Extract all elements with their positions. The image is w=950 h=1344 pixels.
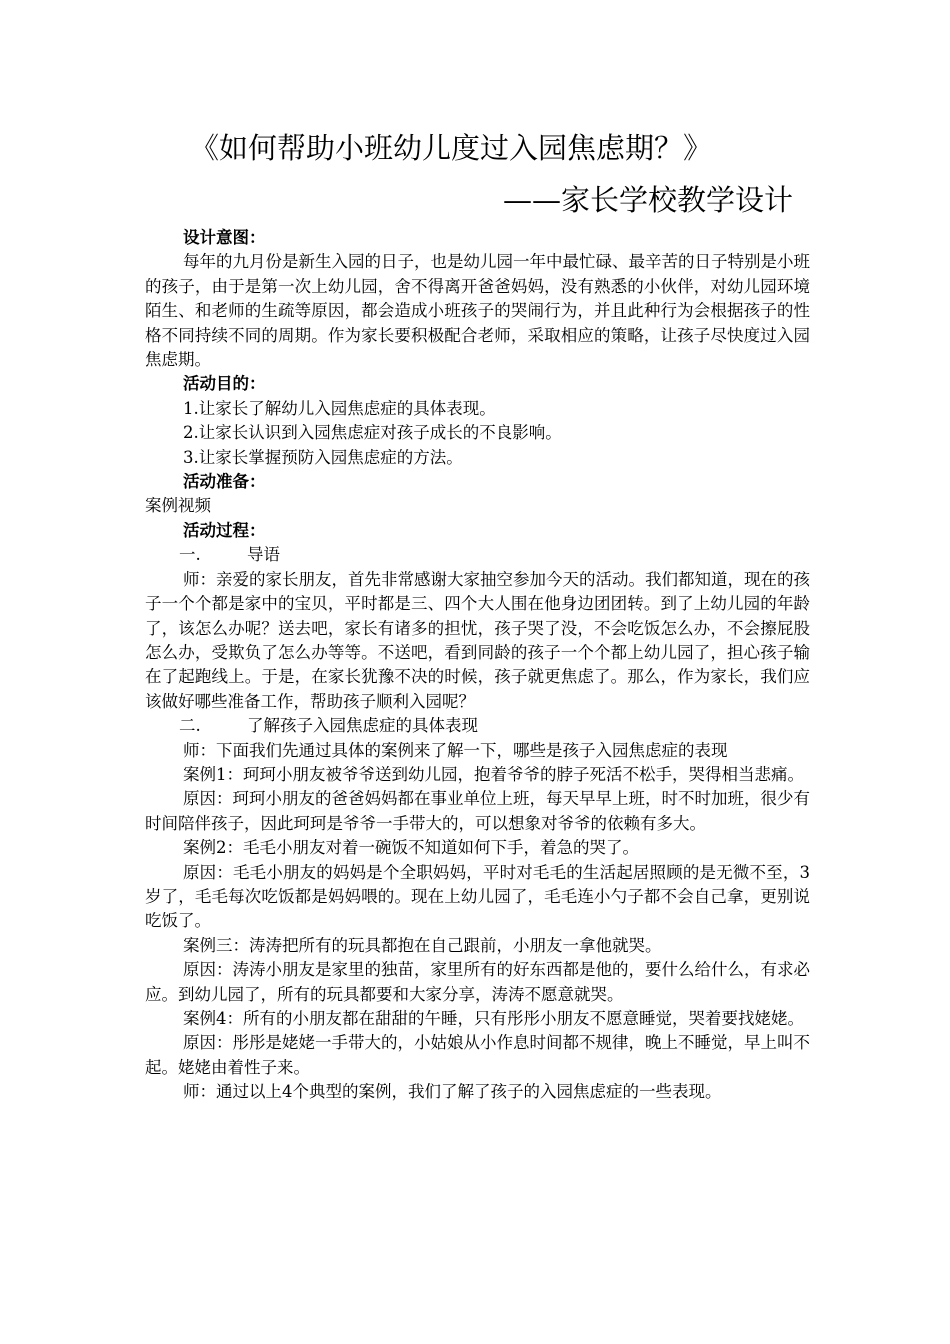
section-title: 导语: [247, 545, 280, 565]
goal-item: 1.让家长了解幼儿入园焦虑症的具体表现。: [183, 398, 496, 418]
case-paragraph: 原因：毛毛小朋友的妈妈是个全职妈妈，平时对毛毛的生活起居照顾的是无微不至，3岁了，毛毛每次吃饭都是妈妈喂的。现在上幼儿园了，毛毛连小勺子都不会自己拿，更别说吃饭了。: [145, 862, 810, 931]
document-body: [145, 226, 810, 1105]
document-subtitle: ——家长学校教学设计: [503, 183, 794, 217]
section-number: 一.: [179, 545, 201, 565]
process-heading: 活动过程：: [183, 520, 266, 540]
section-title: 了解孩子入园焦虑症的具体表现: [247, 716, 478, 736]
case-paragraph: 原因：涛涛小朋友是家里的独苗，家里所有的好东西都是他的，要什么给什么，有求必应。到幼儿园了，所有的玩具都要和大家分享，涛涛不愿意就哭。: [145, 960, 810, 1004]
goals-heading: 活动目的：: [183, 374, 266, 394]
prep-text: 案例视频: [145, 496, 211, 516]
design-intent-heading: 设计意图：: [183, 228, 266, 247]
section-heading: [145, 543, 810, 567]
case-paragraph: 原因：彤彤是姥姥一手带大的，小姑娘从小作息时间都不规律，晚上不睡觉，早上叫不起。姥姥由着性子来。: [145, 1033, 810, 1077]
case-paragraph: 师：下面我们先通过具体的案例来了解一下，哪些是孩子入园焦虑症的表现: [183, 740, 728, 760]
case-paragraph: 案例4：所有的小朋友都在甜甜的午睡，只有彤彤小朋友不愿意睡觉，哭着要找姥姥。: [183, 1009, 804, 1028]
case-paragraph: 原因：珂珂小朋友的爸爸妈妈都在事业单位上班，每天早早上班，时不时加班，很少有时间陪伴孩子，因此珂珂是爷爷一手带大的，可以想象对爷爷的依赖有多大。: [145, 789, 810, 833]
prep-heading: 活动准备：: [183, 472, 266, 492]
case-paragraph: 案例1：珂珂小朋友被爷爷送到幼儿园，抱着爷爷的脖子死活不松手，哭得相当悲痛。: [183, 764, 804, 784]
case-paragraph: 师：通过以上4个典型的案例，我们了解了孩子的入园焦虑症的一些表现。: [183, 1082, 722, 1102]
case-paragraph: 案例三：涛涛把所有的玩具都抱在自己跟前，小朋友一拿他就哭。: [183, 935, 662, 955]
intro-paragraph: 师：亲爱的家长朋友，首先非常感谢大家抽空参加今天的活动。我们都知道，现在的孩子一个个都是家中的宝贝，平时都是三、四个大人围在他身边团团转。到了上幼儿园的年龄了，该怎么办呢？送去吧，家长有诸多的担忧，孩子哭了没，不会吃饭怎么办，不会擦屁股怎么办，受欺负了怎么办等等。不送吧，看到同龄的孩子一个个都上幼儿园了，担心孩子输在了起跑线上。于是，在家长犹豫不决的时候，孩子就更焦虑了。那么，作为家长，我们应该做好哪些准备工作，帮助孩子顺利入园呢？: [145, 569, 810, 711]
case-paragraph: 案例2：毛毛小朋友对着一碗饭不知道如何下手，着急的哭了。: [183, 838, 639, 858]
design-intent-text: 每年的九月份是新生入园的日子，也是幼儿园一年中最忙碌、最辛苦的日子特别是小班的孩子，由于是第一次上幼儿园，舍不得离开爸爸妈妈，没有熟悉的小伙伴，对幼儿园环境陌生、和老师的生疏等原因，都会造成小班孩子的哭闹行为，并且此种行为会根据孩子的性格不同持续不同的周期。作为家长要积极配合老师，采取相应的策略，让孩子尽快度过入园焦虑期。: [145, 252, 810, 370]
document-title: 《如何帮助小班幼儿度过入园焦虑期？》: [190, 131, 713, 165]
section-heading: [145, 714, 810, 738]
goal-item: 2.让家长认识到入园焦虑症对孩子成长的不良影响。: [183, 423, 562, 443]
goal-item: 3.让家长掌握预防入园焦虑症的方法。: [183, 447, 463, 467]
section-number: 二.: [179, 716, 201, 736]
